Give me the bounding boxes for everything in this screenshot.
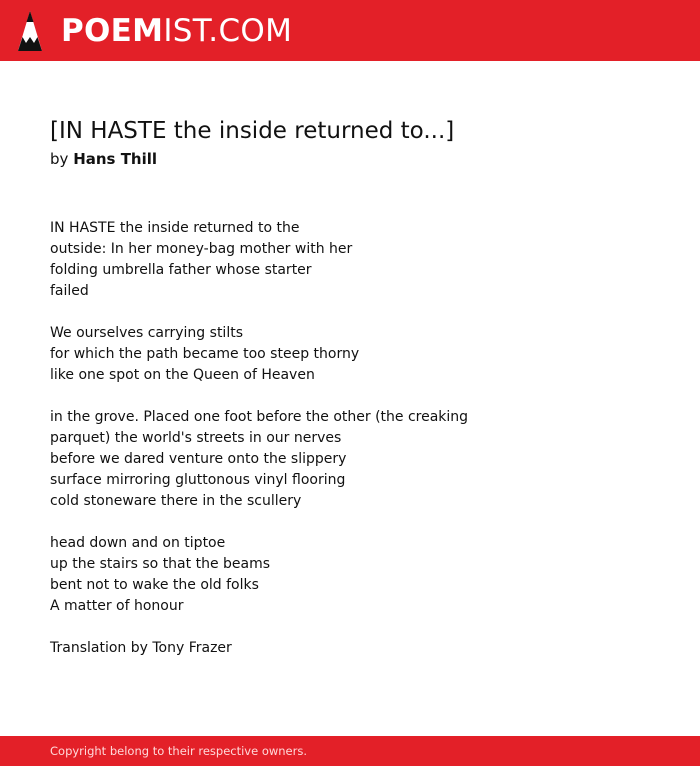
poem-line: failed: [50, 283, 89, 299]
poem-line: A matter of honour: [50, 598, 184, 614]
poem-stanza: [50, 323, 670, 386]
site-logo-text: [61, 12, 293, 49]
poem-content: [50, 117, 670, 659]
logo-text-bold: POEM: [61, 12, 164, 49]
pencil-logo-icon: [16, 9, 44, 53]
poem-line: surface mirroring gluttonous vinyl flooring: [50, 472, 346, 488]
poem-body: [50, 218, 670, 659]
site-logo-link[interactable]: [16, 8, 292, 54]
poem-line: before we dared venture onto the slippery: [50, 451, 347, 467]
poem-line: parquet) the world's streets in our nerves: [50, 430, 342, 446]
poem-line: folding umbrella father whose starter: [50, 262, 312, 278]
poem-line: for which the path became too steep thorny: [50, 346, 360, 362]
poem-byline: [50, 149, 670, 169]
poem-title: [IN HASTE the inside returned to...]: [50, 118, 455, 144]
poem-line: up the stairs so that the beams: [50, 556, 271, 572]
poem-stanza: [50, 533, 670, 617]
poem-line: outside: In her money-bag mother with her: [50, 241, 353, 257]
translation-credit: Translation by Tony Frazer: [50, 640, 232, 656]
site-footer: [0, 736, 700, 766]
poem-line: in the grove. Placed one foot before the other (the creaking: [50, 409, 469, 425]
poem-line: cold stoneware there in the scullery: [50, 493, 302, 509]
logo-text-light: IST.COM: [163, 12, 293, 49]
poem-line: bent not to wake the old folks: [50, 577, 259, 593]
byline-prefix: by: [50, 150, 69, 168]
poem-line: IN HASTE the inside returned to the: [50, 220, 300, 236]
site-header: [0, 0, 700, 61]
poem-line: We ourselves carrying stilts: [50, 325, 243, 341]
poem-line: like one spot on the Queen of Heaven: [50, 367, 315, 383]
poem-author: Hans Thill: [73, 150, 158, 168]
copyright-notice: Copyright belong to their respective owners.: [50, 744, 308, 758]
poem-stanza: [50, 218, 670, 302]
poem-stanza: [50, 407, 670, 512]
poem-line: head down and on tiptoe: [50, 535, 226, 551]
